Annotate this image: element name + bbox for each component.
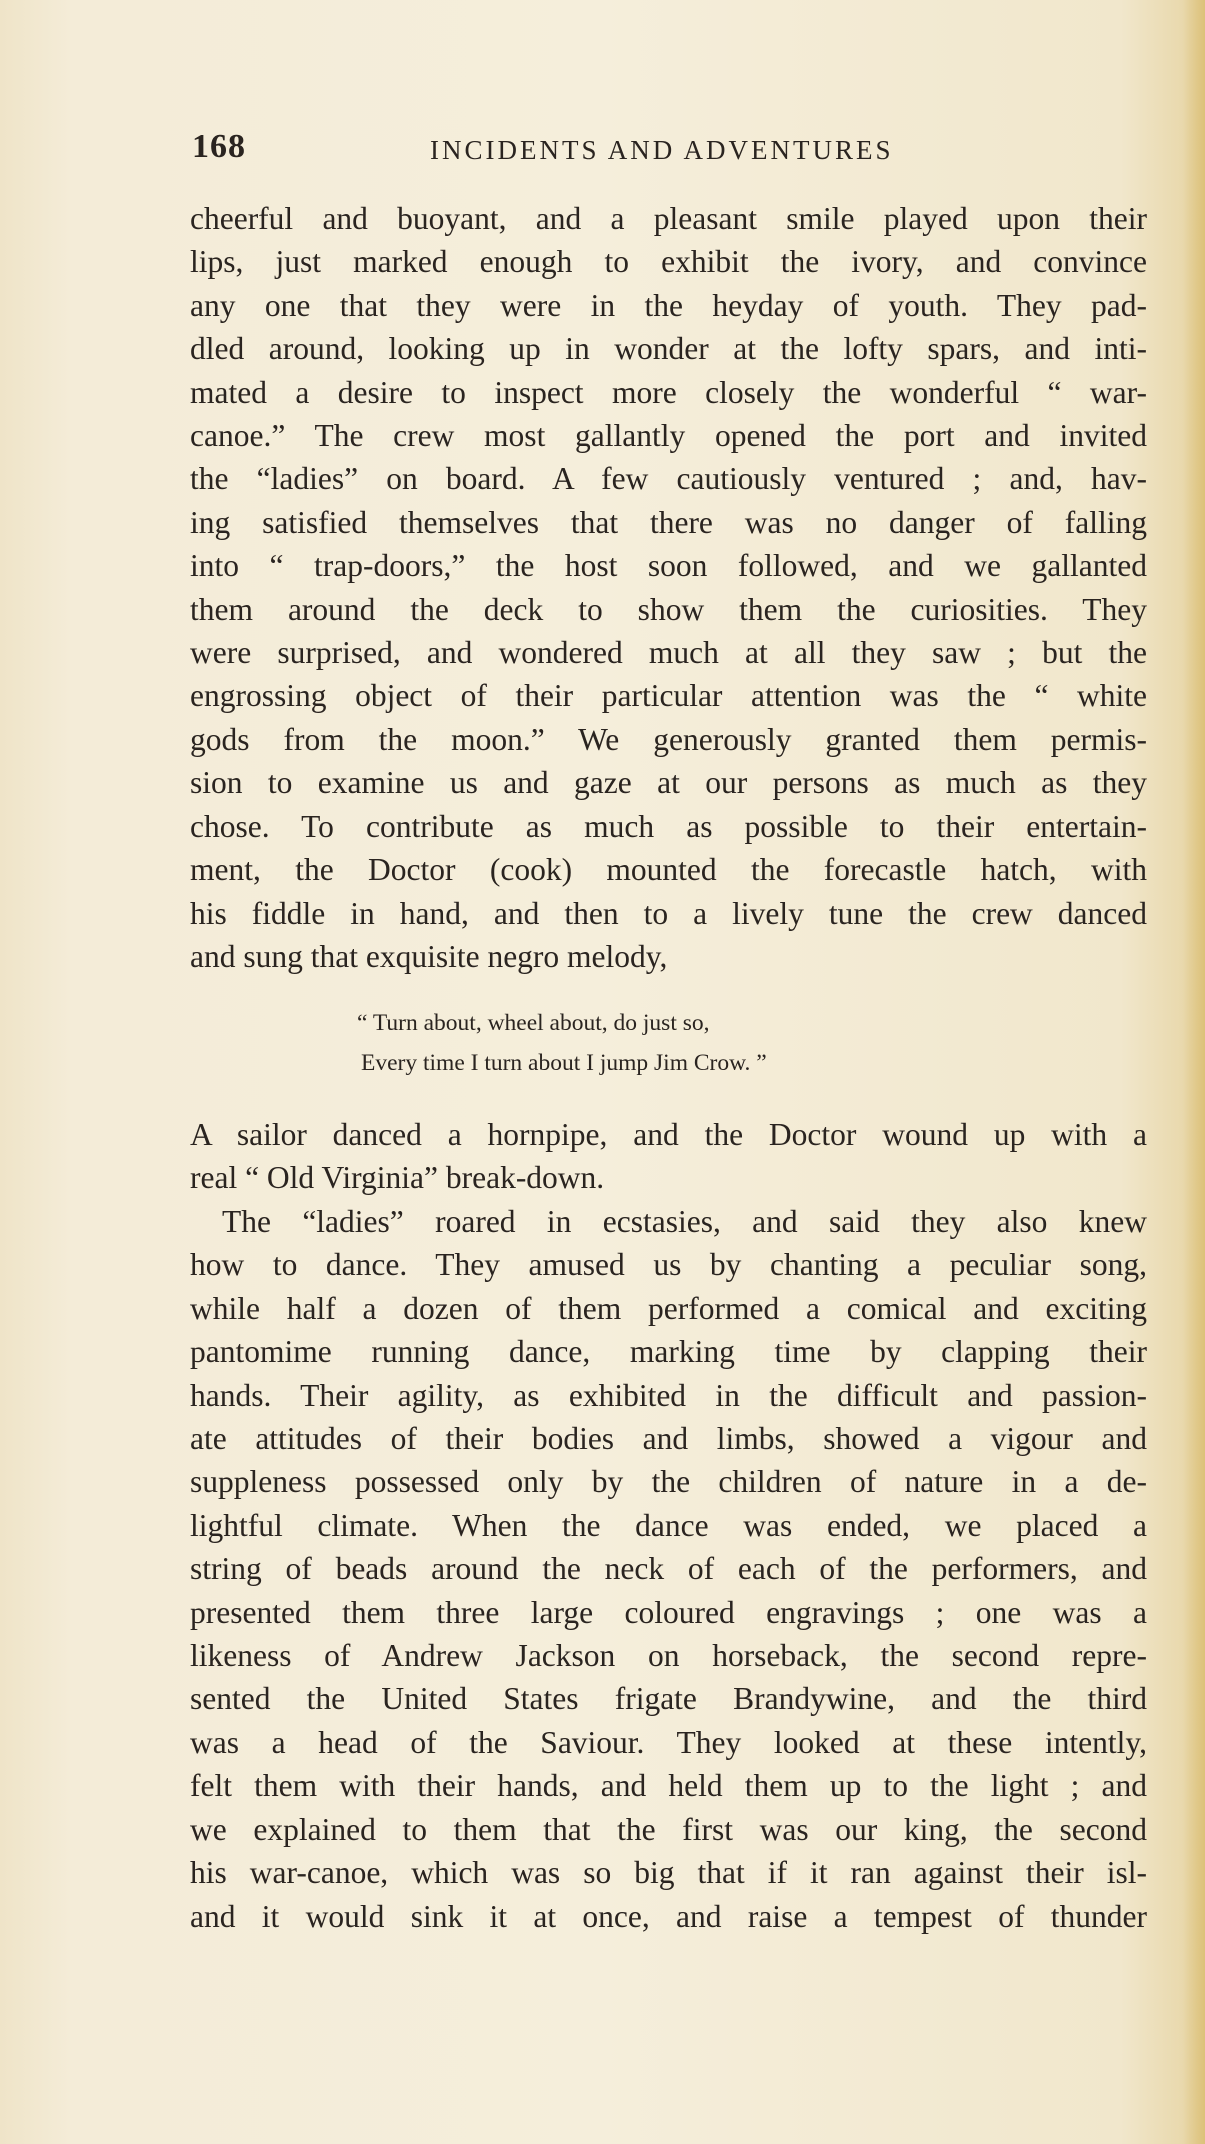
text-line: engrossing object of their particular attention was the “ white [190, 678, 1147, 714]
text-line: ing satisfied themselves that there was no danger of falling [190, 504, 1147, 540]
text-line: were surprised, and wondered much at all they saw ; but the [190, 635, 1147, 671]
text-line: ment, the Doctor (cook) mounted the forecastle hatch, with [190, 852, 1147, 888]
text-line: real “ Old Virginia” break-down. [190, 1160, 605, 1196]
page-edge-stain [1183, 0, 1205, 2144]
text-line: them around the deck to show them the curiosities. They [190, 591, 1147, 627]
page-number: 168 [192, 128, 246, 165]
text-line: any one that they were in the heyday of youth. They pad- [190, 287, 1147, 323]
text-line: string of beads around the neck of each of the performers, and [190, 1551, 1147, 1587]
verse-line: “ Turn about, wheel about, do just so, [357, 1010, 710, 1036]
text-line: lips, just marked enough to exhibit the ivory, and convince [190, 244, 1147, 280]
text-line: chose. To contribute as much as possible to their entertain- [190, 808, 1147, 844]
running-head: INCIDENTS AND ADVENTURES [430, 135, 894, 165]
text-line: his war-canoe, which was so big that if it ran against their isl- [190, 1855, 1147, 1891]
paragraph-2 [190, 1113, 1147, 1200]
text-line: we explained to them that the first was our king, the second [190, 1811, 1147, 1847]
text-line: was a head of the Saviour. They looked at these intently, [190, 1724, 1147, 1760]
text-line: the “ladies” on board. A few cautiously ventured ; and, hav- [190, 461, 1147, 497]
text-line: A sailor danced a hornpipe, and the Doctor wound up with a [190, 1117, 1147, 1152]
verse-quote [357, 1003, 767, 1083]
text-line: sented the United States frigate Brandywine, and the third [190, 1681, 1147, 1717]
text-line: likeness of Andrew Jackson on horseback, the second repre- [190, 1638, 1147, 1674]
page-header [192, 128, 1152, 178]
verse-line: Every time I turn about I jump Jim Crow. ” [361, 1050, 767, 1076]
text-line: gods from the moon.” We generously granted them permis- [190, 721, 1147, 757]
text-line: The “ladies” roared in ecstasies, and said they also knew [222, 1204, 1147, 1239]
text-line: hands. Their agility, as exhibited in the difficult and passion- [190, 1377, 1147, 1413]
text-line: and it would sink it at once, and raise a tempest of thunder [190, 1898, 1147, 1934]
text-line: canoe.” The crew most gallantly opened the port and invited [190, 418, 1147, 454]
text-line: mated a desire to inspect more closely the wonderful “ war- [190, 374, 1147, 410]
paragraph-1 [190, 197, 1147, 978]
text-line: ate attitudes of their bodies and limbs, showed a vigour and [190, 1421, 1147, 1457]
paragraph-3 [190, 1200, 1147, 1938]
text-line: sion to examine us and gaze at our persons as much as they [190, 765, 1147, 801]
text-line: into “ trap-doors,” the host soon followed, and we gallanted [190, 548, 1147, 584]
text-line: felt them with their hands, and held them up to the light ; and [190, 1768, 1147, 1804]
text-line: pantomime running dance, marking time by clapping their [190, 1334, 1147, 1370]
text-line: his fiddle in hand, and then to a lively tune the crew danced [190, 895, 1147, 931]
text-line: presented them three large coloured engravings ; one was a [190, 1594, 1147, 1630]
text-line: how to dance. They amused us by chanting a peculiar song, [190, 1247, 1147, 1283]
text-line: and sung that exquisite negro melody, [190, 938, 668, 974]
text-line: suppleness possessed only by the children of nature in a de- [190, 1464, 1147, 1500]
text-line: cheerful and buoyant, and a pleasant smile played upon their [190, 201, 1147, 236]
text-line: dled around, looking up in wonder at the lofty spars, and inti- [190, 331, 1147, 367]
text-line: lightful climate. When the dance was ended, we placed a [190, 1507, 1147, 1543]
text-line: while half a dozen of them performed a comical and exciting [190, 1290, 1147, 1326]
